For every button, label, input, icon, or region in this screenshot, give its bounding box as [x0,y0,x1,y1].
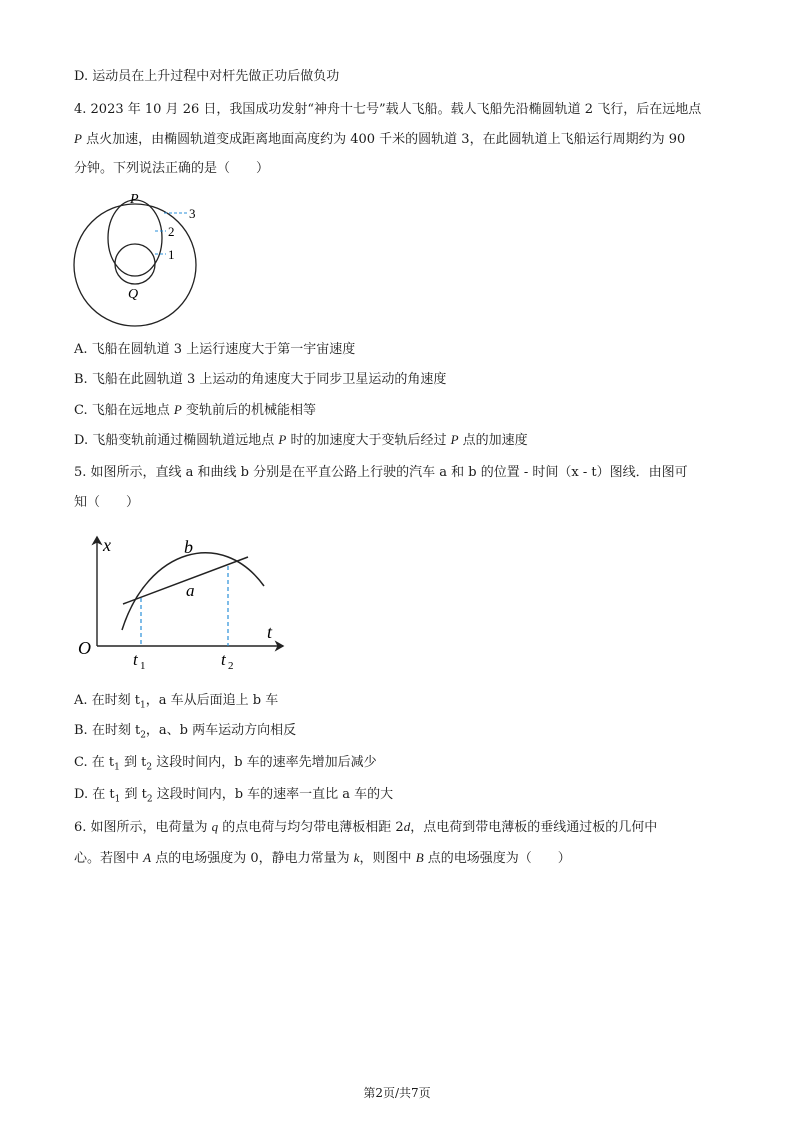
q4-option-d-text3: 点的加速度 [458,433,528,448]
q4-option-a: A. 飞船在圆轨道 3 上运行速度大于第一宇宙速度 [74,342,356,357]
orbit-3-circle [74,204,196,326]
q5-option-a-text2: ，a 车从后面追上 b 车 [145,693,279,708]
q4-option-c [74,401,316,419]
t2-label: t [221,650,226,669]
q4-option-b: B. 飞船在此圆轨道 3 上运动的角速度大于同步卫星运动的角速度 [74,372,447,387]
q6-stem-line1 [74,818,657,836]
q5-stem-line1: 5. 如图所示，直线 a 和曲线 b 分别是在平直公路上行驶的汽车 a 和 b 的位置 - 时间（x - t）图线．由图可 [74,465,688,480]
q5-option-c-mid: 到 t [119,755,147,770]
q5-option-d-mid: 到 t [120,787,147,802]
point-b: B [415,850,424,865]
point-p: P [173,402,182,417]
q4-option-c-text2: 变轨前后的机械能相等 [181,403,316,418]
q6-text: 点的电场强度为 0，静电力常量为 [151,851,354,866]
var-q: q [211,819,219,834]
q5-option-c-text2: 这段时间内，b 车的速率先增加后减少 [152,755,377,770]
t1-label: t [133,650,138,669]
q5-option-d-text: D. 在 t [74,787,115,802]
t2-subscript: 2 [228,660,234,672]
subscript: 1 [114,762,120,773]
q4-stem-line2-text: 点火加速，由椭圆轨道变成距离地面高度约为 400 千米的圆轨道 3，在此圆轨道上飞船运行周期约为 90 [81,132,686,147]
t1-subscript: 1 [140,660,146,672]
q3-option-d: D. 运动员在上升过程中对杆先做正功后做负功 [74,69,340,84]
label-p: P [130,192,139,207]
label-2: 2 [168,224,175,239]
y-axis-label: x [103,535,111,555]
q6-text: 的点电荷与均匀带电薄板相距 2 [218,820,404,835]
q4-option-d [74,431,528,449]
x-axis-label: t [267,622,273,642]
label-1: 1 [168,247,175,262]
line-a-label: a [186,581,195,600]
var-d: d [403,819,411,834]
subscript: 1 [114,794,121,805]
q4-stem-line3: 分钟。下列说法正确的是（ ） [74,161,270,176]
q5-option-a-text: A. 在时刻 t [74,693,141,708]
q4-option-d-text2: 时的加速度大于变轨后经过 [286,433,451,448]
origin-label: O [78,638,91,658]
orbit-2-ellipse [108,200,162,276]
q5-stem-line2: 知（ ） [74,495,140,510]
subscript: 2 [146,794,153,805]
label-q: Q [128,287,139,302]
q5-option-b-text2: ，a、b 两车运动方向相反 [145,723,297,738]
q5-option-d-text2: 这段时间内，b 车的速率一直比 a 车的大 [152,787,394,802]
earth-orbit-1-circle [115,244,155,284]
q6-text: ，则图中 [359,851,416,866]
q4-stem-line1: 4. 2023 年 10 月 26 日，我国成功发射“神舟十七号”载人飞船。载人飞船先沿椭圆轨道 2 飞行，后在远地点 [74,102,702,117]
curve-b-label: b [184,537,193,557]
q5-option-d [74,786,393,809]
q5-option-c [74,754,377,777]
q4-option-c-text: C. 飞船在远地点 [74,403,174,418]
q4-stem-line2 [74,130,685,148]
q5-option-b-text: B. 在时刻 t [74,723,141,738]
subscript: 1 [140,700,146,711]
q6-text: 心。若图中 [74,851,144,866]
q6-text: 6. 如图所示，电荷量为 [74,820,212,835]
point-p: P [74,131,82,146]
orbit-figure [70,186,210,331]
label-3: 3 [189,206,196,221]
q6-stem-line2 [74,849,571,867]
subscript: 2 [140,730,146,741]
var-k: k [353,850,360,865]
q6-text: 点的电场强度为（ ） [423,851,571,866]
subscript: 2 [146,762,153,773]
q5-option-b [74,722,296,745]
point-p: P [278,432,287,447]
q4-option-d-text: D. 飞船变轨前通过椭圆轨道远地点 [74,433,279,448]
q5-option-a [74,692,278,715]
point-p: P [450,432,459,447]
page-footer: 第2页/共7页 [363,1086,431,1100]
xt-graph [74,528,290,676]
q6-text: ，点电荷到带电薄板的垂线通过板的几何中 [410,820,658,835]
q5-option-c-text: C. 在 t [74,755,115,770]
point-a: A [143,850,152,865]
